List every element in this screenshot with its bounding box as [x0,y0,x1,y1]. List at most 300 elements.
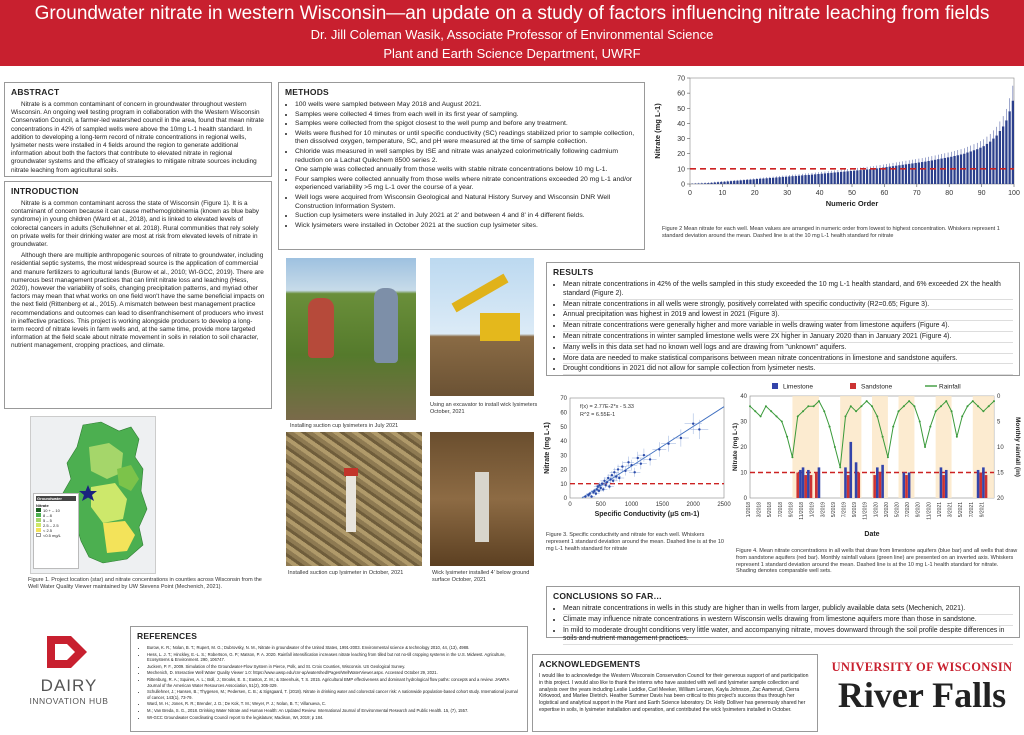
uw-logo-line1: UNIVERSITY OF WISCONSIN [831,660,1013,674]
fig3-point [598,484,600,486]
photo-installed-suction-cup [286,432,422,566]
fig2-bar [947,157,949,184]
fig2-bar [999,131,1001,184]
fig4-legend-label: Sandstone [861,383,893,391]
fig2-bar [957,155,959,184]
fig2-bar [765,178,767,184]
fig2-bar [795,176,797,184]
fig4-limestone-bar [818,467,821,498]
fig2-bar [911,163,913,184]
fig4-y-tick-label: 0 [743,496,747,503]
fig4-limestone-bar [844,467,847,498]
title-banner [0,0,1024,66]
fig4-rainfall-point [850,405,852,407]
methods-item: • Wick lysimeters were installed in October 2021 at the suction cup lysimeter sites. [295,222,638,231]
fig2-bar [704,183,706,184]
fig2-bar [843,172,845,184]
excavator-body [480,313,520,341]
fig3-point [607,477,609,479]
wisconsin-nitrate-map [30,416,156,574]
fig4-sandstone-bar [985,475,988,498]
fig2-bar [808,175,810,184]
reference-item: • Ward, M. H.; Jones, R. R.; Brender, J. D.; De Kok, T. M.; Weyer, P. J.; Nolan, B. T.; Villanueva, C. [147,701,521,707]
fig3-point [603,480,605,482]
fig2-bar [759,179,761,184]
fig4-rainfall-point [924,446,926,448]
fig2-bar [701,183,703,184]
fig4-rainfall-point [929,426,931,428]
fig2-bar [785,177,787,184]
figure-3-caption: Figure 3. Specific conductivity and nitrate for each well. Whiskers represent 1 standard deviation around the mean. Dashed line is at the 10 mg L-1 health standard for nitrate [546,532,724,552]
fig2-bar [898,165,900,184]
fig4-x-tick-label: 3/2019 [820,502,827,518]
fig4-rainfall-point [935,410,937,412]
fig2-bar [736,181,738,184]
map-legend-item: <0.5 mg/L [36,533,76,538]
fig4-limestone-bar [940,467,943,498]
fig2-bar [772,178,774,184]
fig3-point [624,470,626,472]
fig2-bar [834,172,836,184]
results-item: • Many wells in this data set had no known well logs and are drawing from "unknown" aquifers. [563,344,1013,354]
results-item: • Mean nitrate concentrations in all wells were strongly, positively correlated with specific conductivity (R2=0.65; Figure 3). [563,301,1013,311]
fig2-y-tick-label: 40 [677,120,685,128]
fig3-point [598,490,600,492]
fig4-sandstone-bar [873,475,876,498]
reference-item: • M.; Van Breda, S. G., 2018. Drinking Water Nitrate and Human Health: An Updated Review. International Journal of Environmental Research and Public Health. 15, (7), 1557. [147,708,521,714]
fig4-rainfall-point [802,410,804,412]
fig2-bar [931,160,933,184]
fig4-x-tick-label: 7/2021 [968,502,975,518]
fig4-sandstone-bar [905,475,908,498]
fig3-point [658,448,660,450]
fig4-rainfall-point [818,400,820,402]
fig3-y-tick-label: 10 [560,481,567,488]
fig4-x-tick-label: 3/2020 [883,502,890,518]
reference-item: • Rittenburg, R. A.; Squires, A. L.; Boll, J.; Brooks, E. S.; Easton, Z. M.; & Steenhuis, T. S. 2015. Agricultural BMP effectiveness and dominant hydrological flow paths: concepts and a review. JAWRA Journal of the American Water Resources Association, 51(2), 305-329. [147,677,521,688]
fig3-point [601,483,603,485]
fig2-bar [989,142,991,184]
fig2-y-tick-label: 70 [677,75,685,83]
fig2-bar [749,180,751,184]
fig4-rainfall-point [829,426,831,428]
fig2-bar [788,176,790,184]
fig4-limestone-bar [908,473,911,499]
fig3-x-tick-label: 1000 [624,502,639,508]
uw-river-falls-logo [824,656,1020,730]
fig3-point [637,457,639,459]
fig4-rainfall-point [844,415,846,417]
conclusions-section [546,586,1020,643]
fig4-rainfall-point [945,400,947,402]
fig2-x-tick-label: 70 [912,190,921,197]
fig2-bar [905,164,907,184]
fig4-legend-swatch [772,383,778,389]
fig2-bar [824,173,826,184]
fig4-x-axis-label: Date [864,531,880,538]
fig4-x-tick-label: 9/2020 [915,502,922,518]
fig2-bar [927,161,929,184]
methods-heading: METHODS [285,87,329,97]
methods-item: • Well logs were acquired from Wisconsin Geological and Natural History Survey and Wisconsin DNR Well Construction Information System. [295,194,638,211]
fig2-bar [976,149,978,184]
fig4-y-tick-label: 30 [740,419,747,426]
fig3-point [589,493,591,495]
fig2-bar [853,171,855,184]
fig2-bar [804,175,806,184]
fig4-rainfall-point [860,405,862,407]
methods-item: • Samples were collected 4 times from each well in its first year of sampling. [295,111,638,120]
methods-item: • Wells were flushed for 10 minutes or until specific conductivity (SC) readings stabilized prior to sample collection, then dissolved oxygen, temperature, SC, and pH were measured at the time of sample collection. [295,130,638,147]
fig2-bar [798,176,800,184]
fig2-bar [840,172,842,184]
fig3-point [584,495,586,497]
fig2-bar [856,170,858,184]
fig3-point [640,463,642,465]
fig3-y-tick-label: 60 [560,410,567,417]
conclusions-list [553,605,1013,645]
fig3-y-tick-label: 40 [560,439,567,446]
fig2-bar [791,176,793,184]
fig2-bar [1008,111,1010,184]
map-legend-item: 5 – 5 [36,518,76,523]
fig2-bar [778,177,780,184]
map-legend [33,493,79,569]
fig4-rainfall-point [855,410,857,412]
poster-department: Plant and Earth Science Department, UWRF [383,46,641,61]
fig4-x-tick-label: 3/2018 [756,502,763,518]
fig2-bar [801,175,803,184]
lysimeter-tube [346,472,356,532]
figure-2-chart [648,72,1024,220]
fig4-rainfall-point [781,421,783,423]
fig3-point [633,471,635,473]
fig3-point [611,474,613,476]
figure-2-caption: Figure 2 Mean nitrate for each well. Mean values are arranged in numeric order from lowest to highest concentration. Whiskers represent 1 standard deviation around the mean. Dashed line is at the 10 mg L-1 health standard for nitrate [662,226,1000,239]
fig4-rainfall-point [749,405,751,407]
fig2-bar [827,173,829,184]
map-legend-item: < 2.5 [36,528,76,533]
fig4-x-tick-label: 11/2018 [799,502,806,520]
photo-2-caption: Using an excavator to install wick lysimeters October, 2021 [430,402,538,415]
fig4-sandstone-bar [804,475,807,498]
fig2-bar [720,182,722,184]
figure-1-caption: Figure 1. Project location (star) and nitrate concentrations in counties across Wisconsin from the Well Water Quality Viewer maintained by UW Stevens Point (Mechenich, 2021). [28,577,262,590]
fig4-limestone-bar [807,470,810,498]
photo-3-caption: Installed suction cup lysimeter in October, 2021 [288,570,404,576]
fig3-point [605,484,607,486]
fig4-limestone-bar [802,467,805,498]
fig2-bar [953,156,955,184]
references-list [137,645,521,720]
abstract-heading: ABSTRACT [11,87,60,97]
conclusions-heading: CONCLUSIONS SO FAR… [553,591,663,601]
fig3-y-tick-label: 70 [560,396,567,403]
fig2-bar [866,169,868,184]
fig4-rainfall-point [765,405,767,407]
fig4-rainfall-point [770,410,772,412]
fig4-limestone-bar [881,465,884,498]
photo-wick-lysimeter [430,432,534,566]
fig4-rainfall-point [807,405,809,407]
fig4-rainfall-point [887,456,889,458]
fig2-bar [1002,126,1004,184]
fig3-point [617,468,619,470]
fig4-y2-tick-label: 15 [997,470,1004,477]
fig2-bar [918,162,920,184]
fig4-x-tick-label: 5/2018 [767,502,774,518]
fig2-bar [821,174,823,184]
methods-list [285,101,638,230]
excavator-arm [452,274,509,313]
fig3-point [595,493,597,495]
fig2-bar [944,158,946,184]
fig2-bar [775,177,777,184]
reference-item: • Juckem, P. F., 2009. Simulation of the Groundwater-Flow System in Pierce, Polk, and St. Croix Counties, Wisconsin. US Geological Survey. [147,664,521,670]
fig4-x-tick-label: 5/2021 [958,502,965,518]
fig3-y-axis-label: Nitrate (mg L-1) [544,422,551,474]
fig4-sandstone-bar [942,475,945,498]
fig3-point [627,461,629,463]
fig2-bar [921,162,923,184]
fig4-y-tick-label: 10 [740,470,747,477]
methods-section [278,82,645,250]
fig3-r-squared: R^2 = 6.55E-1 [580,412,616,418]
fig2-x-tick-label: 60 [880,190,889,197]
fig4-rainfall-point [972,400,974,402]
fig4-rainfall-point [791,456,793,458]
fig4-x-tick-label: 1/2020 [873,502,880,518]
fig4-rainfall-point [940,405,942,407]
person-figure [308,298,334,358]
fig4-rainfall-point [908,400,910,402]
fig4-y2-tick-label: 20 [997,496,1004,503]
fig4-y2-tick-label: 5 [997,419,1001,426]
fig4-rainfall-point [797,415,799,417]
fig3-y-tick-label: 20 [560,467,567,474]
fig2-bar [915,163,917,184]
fig3-point [608,485,610,487]
fig3-point [649,458,651,460]
fig3-equation: f(x) = 2.77E-2*x - 5.33 [580,404,634,410]
fig2-x-tick-label: 10 [718,190,727,197]
introduction-paragraph-1: Nitrate is a common contaminant across the state of Wisconsin (Figure 1). It is a contaminant of concern because it can cause methemoglobinemia (known as blue baby syndrome) in young children (Ward et al., 2018), and is linked to elevated levels of colorectal cancers in adults (Schullehner et al. 2018). Rural communities that rely solely on private wells for their drinking water are most at risk from elevated levels of nitrate in groundwater. [11,200,259,249]
fig2-bar [830,173,832,184]
introduction-heading: INTRODUCTION [11,186,79,196]
fig4-x-tick-label: 1/2018 [746,502,752,518]
fig3-point [606,481,608,483]
fig3-point [612,480,614,482]
fig4-rainfall-point [876,415,878,417]
fig4-rainfall-point [977,405,979,407]
fig4-y-tick-label: 40 [740,394,747,401]
fig2-y-tick-label: 20 [677,151,685,159]
figure-4-chart [732,378,1022,546]
lysimeter-cap [344,468,358,476]
fig2-bar [970,151,972,184]
fig2-bar [756,179,758,184]
dairy-logo-line2: INNOVATION HUB [29,696,109,706]
fig2-bar [924,162,926,184]
wick-pipe [475,472,489,542]
fig4-rainfall-point [892,426,894,428]
fig2-y-axis-label: Nitrate (mg L-1) [653,103,662,159]
fig2-bar [746,180,748,184]
map-legend-title: Groundwater [36,496,76,501]
fig2-bar [769,178,771,184]
fig2-bar [950,157,952,184]
methods-item: • Suction cup lysimeters were installed in July 2021 at 2' and between 4 and 8' in 4 different fields. [295,212,638,221]
fig4-x-tick-label: 5/2019 [830,502,837,518]
fig3-point [692,423,694,425]
fig2-bar [740,180,742,184]
fig4-sandstone-bar [810,475,813,498]
fig2-bar [814,174,816,184]
results-item: • Mean nitrate concentrations in winter sampled limestone wells were 2X higher in January 2020 than in January 2021 (Figure 4). [563,333,1013,343]
fig2-y-tick-label: 10 [677,166,685,174]
dairy-innovation-hub-logo [14,632,124,730]
photo-1-caption: Installing suction cup lysimeters in July 2021 [290,423,399,429]
fig3-y-tick-label: 30 [560,453,567,460]
dairy-logo-icon [41,632,97,676]
fig2-bar [882,167,884,184]
introduction-section [4,181,272,409]
acknowledgements-heading: ACKNOWLEDGEMENTS [539,659,641,669]
fig3-point [667,443,669,445]
results-item: • Drought conditions in 2021 did not allow for sample collection from lysimeter nests. [563,365,1013,375]
fig4-y-tick-label: 20 [740,445,747,452]
fig3-point [590,495,592,497]
fig3-point [602,488,604,490]
fig4-x-tick-label: 11/2019 [862,502,869,520]
references-heading: REFERENCES [137,631,198,641]
fig3-x-axis-label: Specific Conductivity (µS cm-1) [594,511,700,518]
fig4-sandstone-bar [796,473,799,499]
reference-item: • Hess, L. J. T.; Hinckley, E.-L. S.; Robertson, G. P.; Matson, P. A. 2020. Rainfall intensification increases nitrate leaching from tilled but not no-till cropping systems in the U.S. Midwest. Agriculture, Ecosystems & Environment. 290, 106747. [147,652,521,663]
person-figure [374,288,398,363]
methods-item: • Chloride was measured in well samples by ISE and nitrate was analyzed colorimetrically following cadmium reduction on a Lachat Quikchem 8500 series 2. [295,148,638,165]
fig4-limestone-bar [855,462,858,498]
fig2-bar [859,170,861,184]
fig2-bar [863,170,865,184]
results-heading: RESULTS [553,267,594,277]
fig4-sandstone-bar [847,475,850,498]
fig4-x-tick-label: 7/2019 [841,502,848,518]
fig2-bar [992,139,994,184]
fig2-x-axis-label: Numeric Order [825,199,879,208]
fig4-rainfall-point [882,436,884,438]
fig2-bar [879,168,881,184]
fig4-sandstone-bar [857,473,860,499]
fig2-bar [707,183,709,184]
fig2-bar [743,180,745,184]
fig2-bar [908,164,910,184]
fig4-legend-swatch [850,383,856,389]
fig3-point [698,428,700,430]
fig2-bar [753,179,755,184]
fig4-rainfall-point [839,466,841,468]
fig2-bar [979,148,981,184]
fig3-point [615,475,617,477]
fig4-limestone-bar [799,470,802,498]
fig2-bar [934,160,936,184]
fig2-bar [940,159,942,184]
results-item: • Mean nitrate concentrations in 42% of the wells sampled in this study exceeded the 10 mg L-1 health standard, and 6% exceeded 2X the health standard (Figure 2). [563,281,1013,300]
fig3-x-tick-label: 1500 [655,502,670,508]
fig3-y-tick-label: 0 [563,496,567,503]
fig2-x-tick-label: 80 [945,190,954,197]
fig3-y-tick-label: 50 [560,424,567,431]
fig2-bar [902,165,904,184]
fig4-rainfall-point [786,436,788,438]
fig4-limestone-bar [977,470,980,498]
map-legend-head: Nitrate [36,503,49,508]
fig2-bar [817,174,819,184]
results-item: • More data are needed to make statistical comparisons between mean nitrate concentrations in limestone and sandstone aquifers. [563,355,1013,365]
fig3-point [613,471,615,473]
map-legend-item: 8 – 8 [36,513,76,518]
fig2-bar [811,175,813,184]
fig3-point [630,464,632,466]
fig3-point [600,487,602,489]
fig3-point [643,454,645,456]
fig4-limestone-bar [982,467,985,498]
map-legend-item: 2.5 – 2.5 [36,523,76,528]
fig2-bar [714,182,716,184]
fig2-y-tick-label: 60 [677,90,685,98]
fig4-rainfall-point [866,400,868,402]
abstract-text: Nitrate is a common contaminant of concern in groundwater throughout western Wisconsin. An ongoing well testing program in collaboration with the Western Wisconsin Conservation Council, a farmer-led watershed council in the area, found that mean nitrate concentrations in 42% of sampled wells were above the 10mg L-1 health standard. In addition to developing a long-term record of nitrate concentrations in regional wells, lysimeter nests were installed in 4 fields around the region to generate additional information about both the factors that contribute to elevated nitrate in regional groundwater systems and the efficacy of strategies to mitigate nitrate sources including nitrate leaching from agricultural soils. [11,101,264,174]
fig4-rainfall-point [760,415,762,417]
fig4-legend-label: Rainfall [939,383,961,391]
fig2-bar [966,153,968,184]
results-list [553,281,1013,375]
fig2-bar [782,177,784,184]
fig2-bar [869,169,871,184]
poster-title: Groundwater nitrate in western Wisconsin—an update on a study of factors influencing nitrate leaching from fields [34,3,990,24]
fig3-point [680,437,682,439]
fig2-bar [717,182,719,184]
fig2-bar [876,168,878,184]
fig2-bar [730,181,732,184]
fig2-bar [727,181,729,184]
fig4-x-tick-label: 9/2019 [852,502,859,518]
fig4-y2-tick-label: 0 [997,394,1001,401]
fig2-y-tick-label: 0 [681,181,685,189]
fig4-sandstone-bar [979,473,982,499]
fig4-y-axis-label: Nitrate (mg L-1) [732,422,739,472]
fig2-bar [872,169,874,184]
fig2-bar [983,146,985,184]
conclusions-item: • Mean nitrate concentrations in wells in this study are higher than in wells from larger, publicly available data sets (Mechenich, 2021). [563,605,1013,615]
fig4-x-tick-label: 3/2021 [947,502,954,518]
fig2-bar [1005,120,1007,184]
fig4-x-tick-label: 1/2021 [936,502,943,518]
introduction-paragraph-2: Although there are multiple anthropogenic sources of nitrate to groundwater, including residential septic systems, the most widespread source is the application of commercial and manure fertilizers to agricultural lands (Burow et al., 2010; WI-GCC, 2019). There are numerous best management practices that can limit nitrate loss and leaching (Hess, 2020), however the variability of soils, changing precipitation patterns, and myriad other factors may mean that what works on one field won't have the same beneficial impacts on the next field (Rittenberg et al., 2015). A mismatch between best management practice recommendations and outcomes can lead to disenfranchisement of producers who invest in ineffective practices. This project is working alongside producers to develop a long-term record of nitrate levels in farm wells and, at the same time, provide more targeted information at the field scale about nitrate movement in soils in relation to soil character, nutrient management, cropping practices, and climate. [11,252,265,350]
reference-item: • Burow, K. R.; Nolan, B. T.; Rupert, M. G.; Dubrovsky, N. M., Nitrate in groundwater of the United States, 1991-2003. Environmental science & technology 2010, 44, (13), 4988. [147,645,521,651]
fig4-limestone-bar [945,470,948,498]
methods-item: • Four samples were collected annually from those wells where nitrate concentrations exceeded 20 mg L-1 and/or experienced variability >5 mg L-1 over the course of a year. [295,176,638,193]
fig2-x-tick-label: 100 [1008,190,1020,197]
fig3-point [618,477,620,479]
results-item: • Annual precipitation was highest in 2019 and lowest in 2021 (Figure 3). [563,311,1013,321]
fig4-sandstone-bar [815,473,818,499]
fig4-rainfall-point [982,410,984,412]
fig4-y2-axis-label: Monthly rainfall (in) [1014,417,1021,477]
fig4-rainfall-point [823,410,825,412]
dairy-logo-line1: DAIRY [40,676,98,695]
map-legend-item: 10 + – 10 [36,508,76,513]
